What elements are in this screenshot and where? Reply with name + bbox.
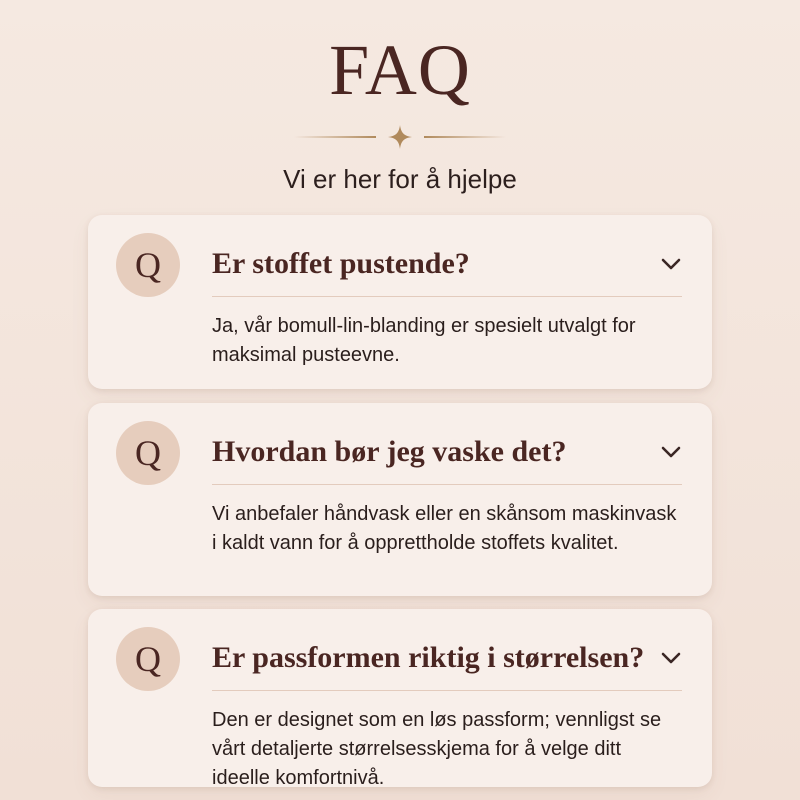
- faq-item: [88, 403, 712, 596]
- faq-question-toggle[interactable]: [88, 403, 712, 485]
- faq-separator: [212, 690, 682, 691]
- question-badge: Q: [116, 627, 180, 691]
- faq-item: [88, 215, 712, 389]
- faq-separator: [212, 484, 682, 485]
- faq-item: [88, 609, 712, 787]
- chevron-down-icon[interactable]: [658, 439, 684, 465]
- chevron-down-icon[interactable]: [658, 251, 684, 277]
- faq-question: Er passformen riktig i størrelsen?: [212, 641, 645, 674]
- title-divider: [0, 124, 800, 150]
- faq-question-toggle[interactable]: [88, 609, 712, 691]
- faq-question: Hvordan bør jeg vaske det?: [212, 435, 567, 468]
- faq-answer: Vi anbefaler håndvask eller en skånsom maskinvask i kaldt vann for å opprettholde stoffets kvalitet.: [212, 503, 677, 554]
- question-badge: Q: [116, 421, 180, 485]
- chevron-down-icon[interactable]: [658, 645, 684, 671]
- question-badge: Q: [116, 233, 180, 297]
- divider-line-left: [294, 136, 376, 138]
- faq-question-toggle[interactable]: [88, 215, 712, 297]
- page-subtitle: Vi er her for å hjelpe: [283, 164, 517, 194]
- page-title: FAQ: [329, 30, 471, 110]
- faq-question: Er stoffet pustende?: [212, 247, 470, 280]
- divider-line-right: [424, 136, 506, 138]
- faq-answer: Den er designet som en løs passform; vennligst se vårt detaljerte størrelsesskjema for å velge ditt ideelle komfortnivå.: [212, 709, 662, 789]
- faq-separator: [212, 296, 682, 297]
- faq-answer: Ja, vår bomull-lin-blanding er spesielt utvalgt for maksimal pusteevne.: [212, 315, 636, 366]
- sparkle-icon: [387, 124, 413, 150]
